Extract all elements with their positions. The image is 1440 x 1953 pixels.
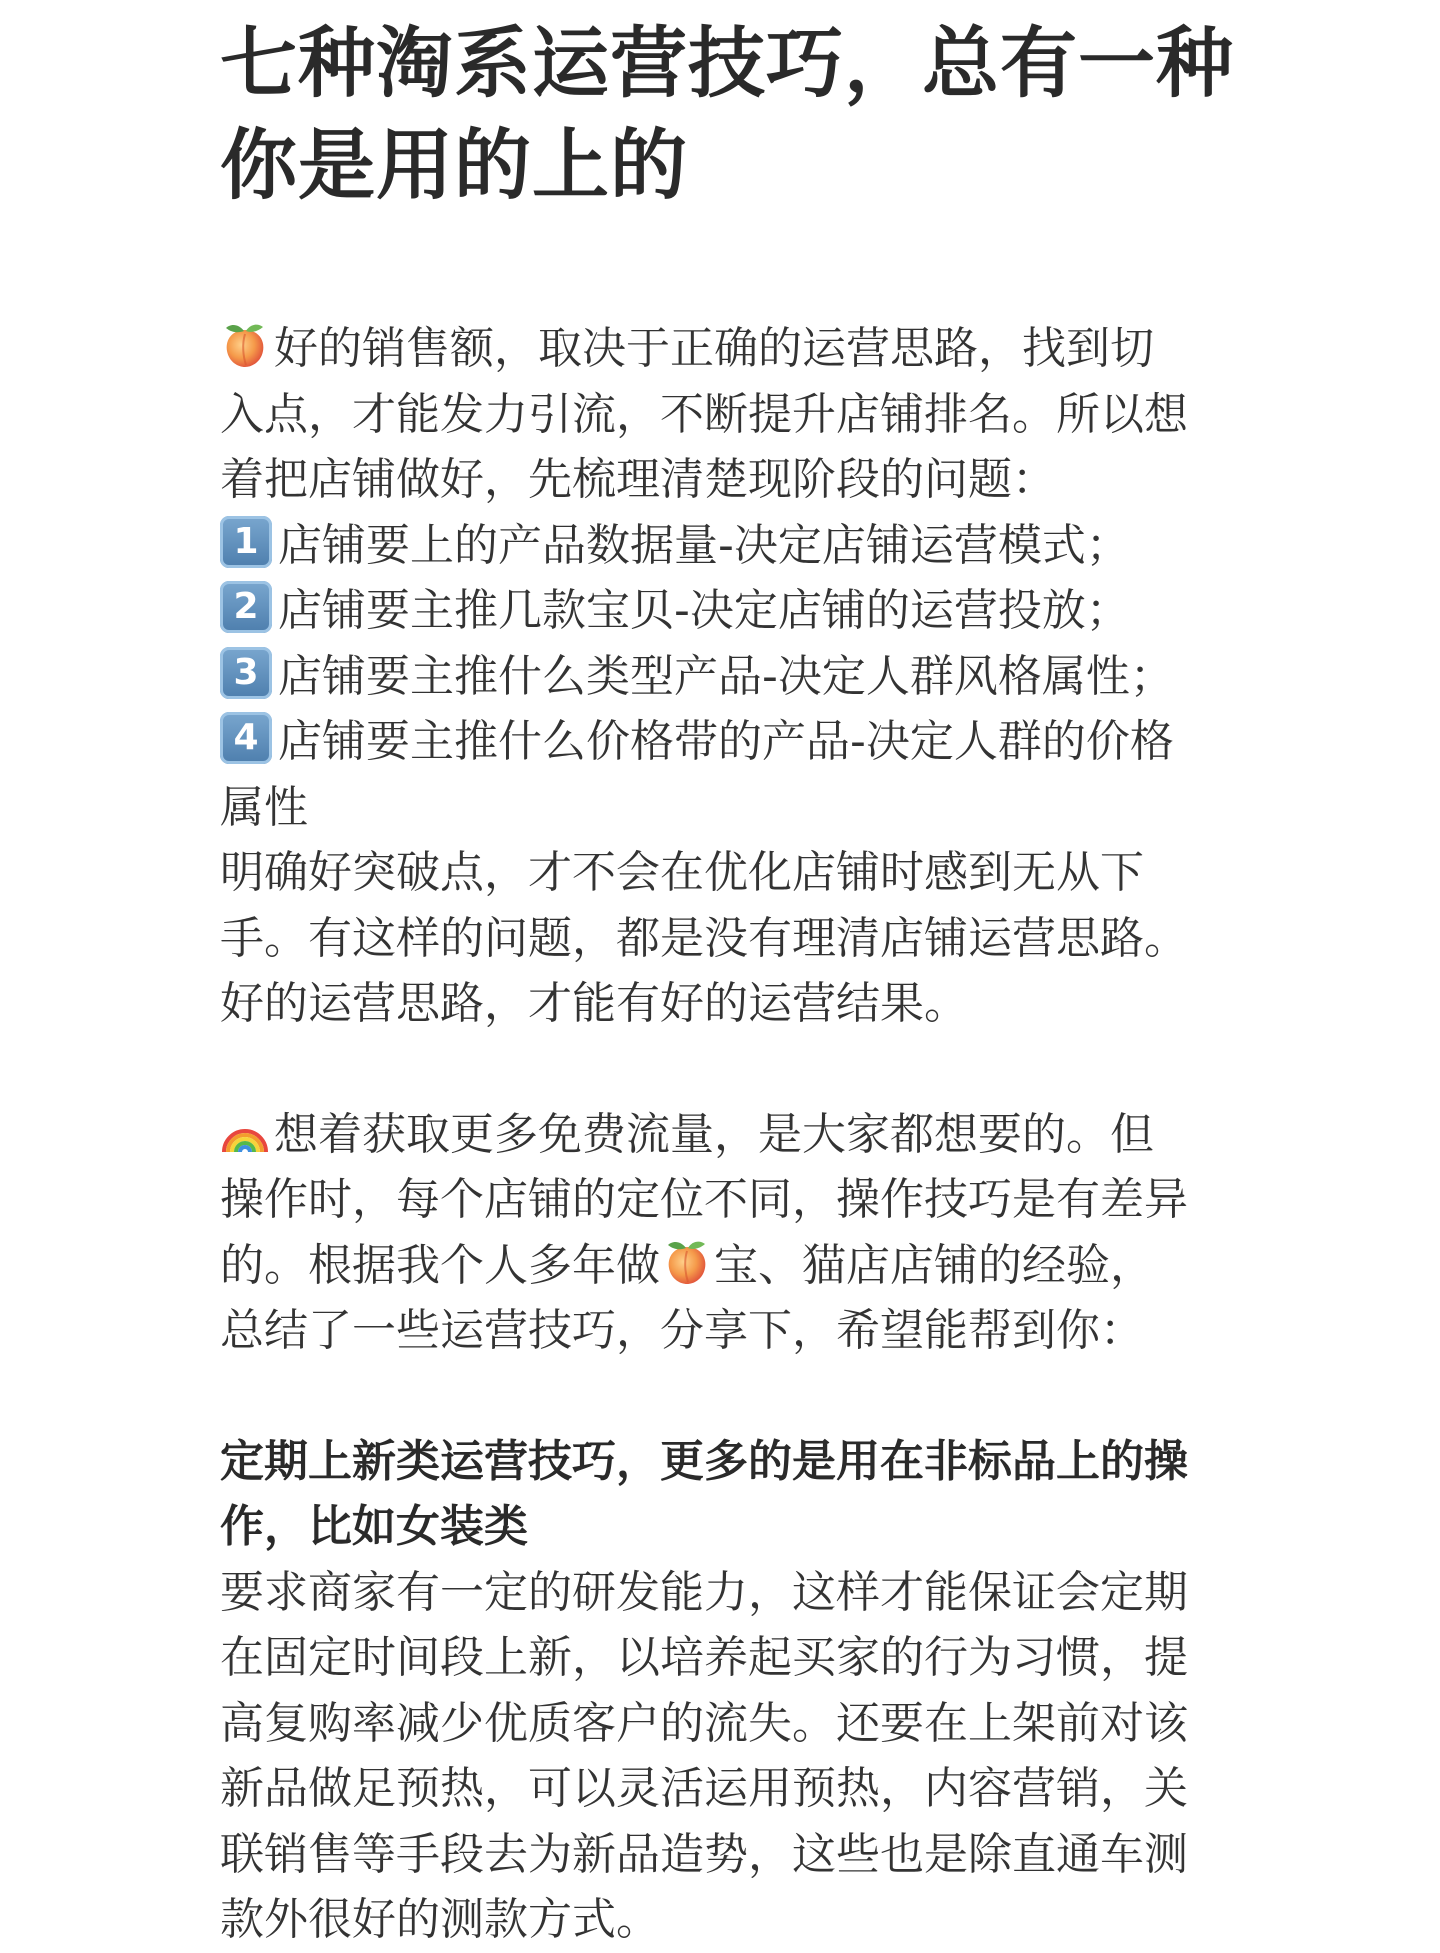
closing-line-3: 好的运营思路，才能有好的运营结果。 bbox=[220, 978, 968, 1029]
rainbow-emoji-icon bbox=[220, 1106, 270, 1156]
body-line-2: 在固定时间段上新，以培养起买家的行为习惯，提 bbox=[220, 1632, 1188, 1683]
peach-emoji-icon bbox=[220, 320, 270, 370]
traffic-line-3b: 宝、猫店店铺的经验， bbox=[714, 1239, 1154, 1291]
traffic-line-2: 操作时，每个店铺的定位不同，操作技巧是有差异 bbox=[220, 1174, 1188, 1225]
section-new-arrivals bbox=[220, 1429, 1230, 1953]
title-line-1: 七种淘系运营技巧，总有一种 bbox=[220, 20, 1234, 109]
article bbox=[220, 0, 1234, 1953]
list-item-text: 店铺要上的产品数据量-决定店铺运营模式； bbox=[278, 519, 1130, 571]
keycap-1-icon: 1 bbox=[220, 516, 272, 568]
body-line-1: 要求商家有一定的研发能力，这样才能保证会定期 bbox=[220, 1566, 1188, 1618]
title-line-2: 你是用的上的 bbox=[220, 122, 688, 211]
keycap-2-icon: 2 bbox=[220, 581, 272, 633]
keycap-4-icon: 4 bbox=[220, 712, 272, 764]
body-line-3: 高复购率减少优质客户的流失。还要在上架前对该 bbox=[220, 1697, 1188, 1749]
list-item bbox=[220, 709, 1230, 775]
list-item-text: 店铺要主推什么价格带的产品-决定人群的价格 bbox=[278, 716, 1174, 767]
paragraph-line bbox=[220, 1233, 1230, 1299]
article-body bbox=[220, 218, 1230, 1953]
section-heading-line-2: 作，比如女装类 bbox=[220, 1501, 528, 1552]
closing-line-2: 手。有这样的问题，都是没有理清店铺运营思路。 bbox=[220, 912, 1188, 964]
list-item bbox=[220, 578, 1230, 644]
intro-line-3: 着把店铺做好，先梳理清楚现阶段的问题： bbox=[220, 454, 1056, 505]
intro-line-1: 好的销售额，取决于正确的运营思路，找到切 bbox=[274, 323, 1154, 374]
page-title bbox=[220, 0, 1234, 218]
keycap-3-icon: 3 bbox=[220, 647, 272, 699]
list-item bbox=[220, 644, 1230, 710]
body-line-5: 联销售等手段去为新品造势，这些也是除直通车测 bbox=[220, 1828, 1188, 1880]
body-line-6: 款外很好的测款方式。 bbox=[220, 1894, 660, 1945]
list-item bbox=[220, 513, 1230, 579]
traffic-line-1: 想着获取更多免费流量，是大家都想要的。但 bbox=[274, 1108, 1154, 1160]
section-intro bbox=[220, 316, 1230, 1037]
intro-line-2: 入点，才能发力引流，不断提升店铺排名。所以想 bbox=[220, 388, 1188, 440]
closing-line-1: 明确好突破点，才不会在优化店铺时感到无从下 bbox=[220, 847, 1144, 898]
list-item-continuation: 属性 bbox=[220, 781, 308, 833]
traffic-line-4: 总结了一些运营技巧，分享下，希望能帮到你： bbox=[220, 1305, 1144, 1356]
section-heading-line-1: 定期上新类运营技巧，更多的是用在非标品上的操 bbox=[220, 1435, 1188, 1487]
body-line-4: 新品做足预热，可以灵活运用预热，内容营销，关 bbox=[220, 1763, 1188, 1814]
list-item-text: 店铺要主推什么类型产品-决定人群风格属性； bbox=[278, 650, 1174, 702]
paragraph-line bbox=[220, 1102, 1230, 1168]
section-traffic bbox=[220, 1102, 1230, 1364]
traffic-line-3a: 的。根据我个人多年做 bbox=[220, 1239, 660, 1291]
peach-emoji-icon bbox=[662, 1237, 712, 1287]
list-item-text: 店铺要主推几款宝贝-决定店铺的运营投放； bbox=[278, 585, 1130, 636]
paragraph-line bbox=[220, 316, 1230, 382]
